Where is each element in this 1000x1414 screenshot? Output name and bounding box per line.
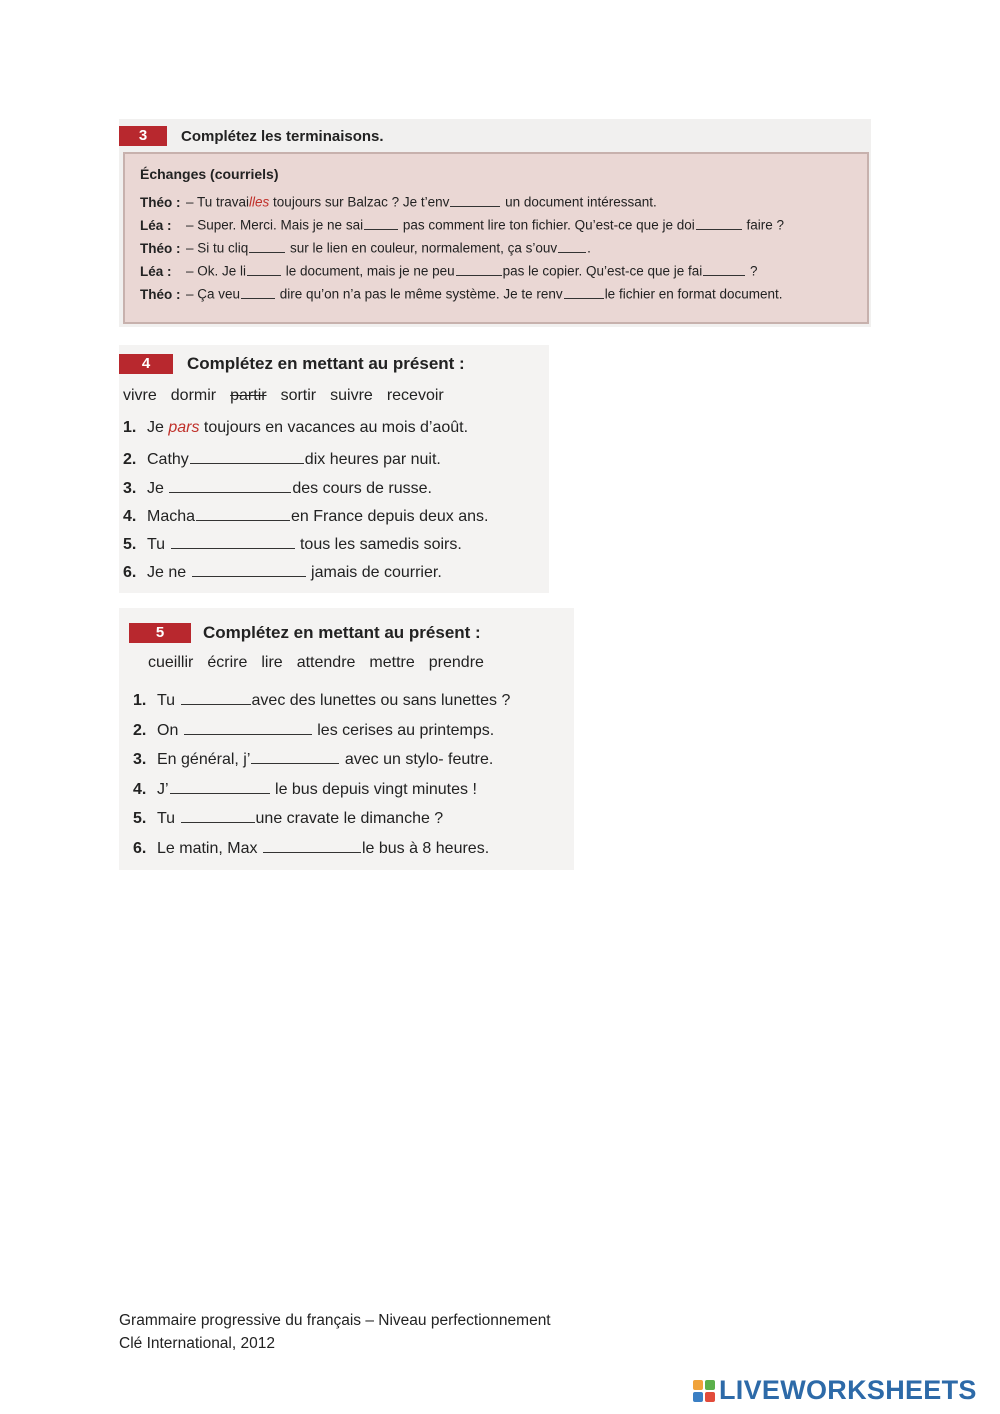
- item-number: 3.: [133, 751, 147, 768]
- dialogue-line: [140, 261, 758, 279]
- example-answer: pars: [168, 419, 200, 436]
- answer-blank[interactable]: [703, 261, 745, 276]
- exercise-number-badge: 3: [119, 126, 167, 146]
- line-text: ?: [746, 263, 758, 279]
- answer-blank[interactable]: [184, 718, 312, 735]
- exercise-item: [123, 419, 468, 437]
- item-number: 3.: [123, 480, 137, 497]
- item-number: 5.: [123, 536, 137, 553]
- item-text: Le matin, Max: [157, 840, 262, 857]
- item-number: 2.: [123, 451, 137, 468]
- exercise-title: Complétez les terminaisons.: [181, 127, 384, 145]
- exercise-item: [123, 476, 432, 498]
- exercise-item: [133, 718, 494, 740]
- answer-blank[interactable]: [450, 192, 500, 207]
- item-number: 4.: [123, 508, 137, 525]
- answer-blank[interactable]: [169, 476, 291, 493]
- answer-blank[interactable]: [249, 238, 285, 253]
- line-text: dire qu’on n’a pas le même système. Je te renv: [276, 286, 563, 302]
- item-text: en France depuis deux ans.: [291, 508, 489, 525]
- exercise-number-badge: 5: [129, 623, 191, 643]
- exercise-item: [123, 532, 462, 554]
- line-text: le fichier en format document.: [604, 286, 783, 302]
- item-text: Tu: [147, 536, 170, 553]
- item-text: J’: [157, 781, 169, 798]
- verb-list: [123, 387, 458, 405]
- item-text: Macha: [147, 508, 196, 525]
- line-text: – Ça veu: [186, 286, 241, 302]
- speaker: Léa :: [140, 217, 172, 233]
- verb: cueillir: [148, 654, 194, 671]
- exercise-3-header: [119, 125, 384, 147]
- verb: sortir: [280, 387, 317, 404]
- line-text: – Ok. Je li: [186, 263, 247, 279]
- verb-list: [148, 654, 498, 672]
- answer-blank[interactable]: [456, 261, 502, 276]
- exercise-5: [119, 608, 574, 870]
- exercise-item: [123, 504, 489, 526]
- item-number: 6.: [133, 840, 147, 857]
- exercise-title: Complétez en mettant au présent :: [187, 354, 465, 373]
- item-text: On: [157, 722, 183, 739]
- speaker: Théo :: [140, 194, 181, 210]
- exercise-title: Complétez en mettant au présent :: [203, 623, 481, 642]
- answer-blank[interactable]: [190, 447, 304, 464]
- verb-crossed-out: partir: [230, 387, 267, 404]
- item-text: Tu: [157, 810, 180, 827]
- item-text: des cours de russe.: [292, 480, 432, 497]
- item-text: Je: [147, 419, 169, 436]
- footer-publisher: Clé International, 2012: [119, 1335, 275, 1352]
- answer-blank[interactable]: [192, 560, 306, 577]
- verb: attendre: [296, 654, 356, 671]
- answer-blank[interactable]: [170, 777, 270, 794]
- exercise-item: [133, 777, 477, 799]
- answer-blank[interactable]: [241, 284, 275, 299]
- logo-square: [693, 1392, 703, 1402]
- item-text: Je ne: [147, 564, 191, 581]
- item-number: 1.: [133, 692, 147, 709]
- line-text: pas comment lire ton fichier. Qu’est-ce que je doi: [399, 217, 695, 233]
- logo-text: LIVEWORKSHEETS: [719, 1375, 977, 1405]
- item-number: 2.: [133, 722, 147, 739]
- speaker: Théo :: [140, 286, 181, 302]
- exercise-item: [133, 806, 443, 828]
- footer-source-title: Grammaire progressive du français – Niveau perfectionnement: [119, 1312, 551, 1329]
- item-text: dix heures par nuit.: [304, 451, 441, 468]
- exercise-item: [133, 688, 510, 710]
- verb: mettre: [369, 654, 415, 671]
- item-text: toujours en vacances au mois d’août.: [199, 419, 469, 436]
- logo-square: [705, 1392, 715, 1402]
- line-text: sur le lien en couleur, normalement, ça s’ouv: [286, 240, 558, 256]
- answer-blank[interactable]: [181, 688, 251, 705]
- answer-blank[interactable]: [564, 284, 604, 299]
- answer-blank[interactable]: [171, 532, 295, 549]
- exercise-item: [133, 747, 493, 769]
- speaker: Théo :: [140, 240, 181, 256]
- verb: vivre: [123, 387, 157, 404]
- exercise-item: [123, 560, 442, 582]
- item-text: une cravate le dimanche ?: [255, 810, 444, 827]
- exercise-number-badge: 4: [119, 354, 173, 374]
- exercise-item: [133, 836, 489, 858]
- dialogue-line: [140, 215, 784, 233]
- item-text: Je: [147, 480, 169, 497]
- verb: écrire: [207, 654, 248, 671]
- verb: prendre: [428, 654, 484, 671]
- line-text: – Tu travai: [186, 194, 250, 210]
- item-text: En général, j’: [157, 751, 251, 768]
- logo-grid-icon: [693, 1380, 715, 1402]
- verb: suivre: [330, 387, 373, 404]
- answer-blank[interactable]: [196, 504, 290, 521]
- line-text: un document intéressant.: [501, 194, 657, 210]
- item-text: Cathy: [147, 451, 189, 468]
- line-text: le document, mais je ne peu: [282, 263, 455, 279]
- item-text: le bus depuis vingt minutes !: [270, 781, 477, 798]
- line-text: .: [587, 240, 591, 256]
- dialogue-box: [123, 152, 869, 324]
- exercise-5-header: [129, 622, 481, 644]
- exercise-item: [123, 447, 441, 469]
- line-text: – Si tu cliq: [186, 240, 249, 256]
- logo-square: [705, 1380, 715, 1390]
- answer-blank[interactable]: [263, 836, 361, 853]
- exercise-3: [119, 119, 871, 327]
- example-answer: lles: [249, 194, 270, 210]
- line-text: pas le copier. Qu’est-ce que je fai: [502, 263, 703, 279]
- logo-square: [693, 1380, 703, 1390]
- answer-blank[interactable]: [251, 747, 339, 764]
- item-number: 6.: [123, 564, 137, 581]
- answer-blank[interactable]: [696, 215, 742, 230]
- dialogue-line: [140, 192, 657, 210]
- item-number: 4.: [133, 781, 147, 798]
- item-text: jamais de courrier.: [306, 564, 442, 581]
- dialogue-line: [140, 238, 591, 256]
- verb: lire: [261, 654, 283, 671]
- verb: dormir: [170, 387, 217, 404]
- line-text: – Super. Merci. Mais je ne sai: [186, 217, 364, 233]
- exercise-4-header: [119, 353, 465, 375]
- item-number: 5.: [133, 810, 147, 827]
- item-text: avec un stylo- feutre.: [340, 751, 494, 768]
- line-text: faire ?: [742, 217, 785, 233]
- item-text: le bus à 8 heures.: [361, 840, 490, 857]
- item-text: les cerises au printemps.: [312, 722, 495, 739]
- answer-blank[interactable]: [558, 238, 586, 253]
- speaker: Léa :: [140, 263, 172, 279]
- dialogue-title: Échanges (courriels): [140, 166, 279, 182]
- verb: recevoir: [386, 387, 444, 404]
- liveworksheets-logo: [693, 1375, 977, 1406]
- answer-blank[interactable]: [181, 806, 255, 823]
- dialogue-line: [140, 284, 783, 302]
- item-text: avec des lunettes ou sans lunettes ?: [251, 692, 511, 709]
- item-text: Tu: [157, 692, 180, 709]
- item-number: 1.: [123, 419, 137, 436]
- answer-blank[interactable]: [364, 215, 398, 230]
- answer-blank[interactable]: [247, 261, 281, 276]
- item-text: tous les samedis soirs.: [295, 536, 462, 553]
- line-text: toujours sur Balzac ? Je t’env: [269, 194, 450, 210]
- exercise-4: [119, 345, 549, 593]
